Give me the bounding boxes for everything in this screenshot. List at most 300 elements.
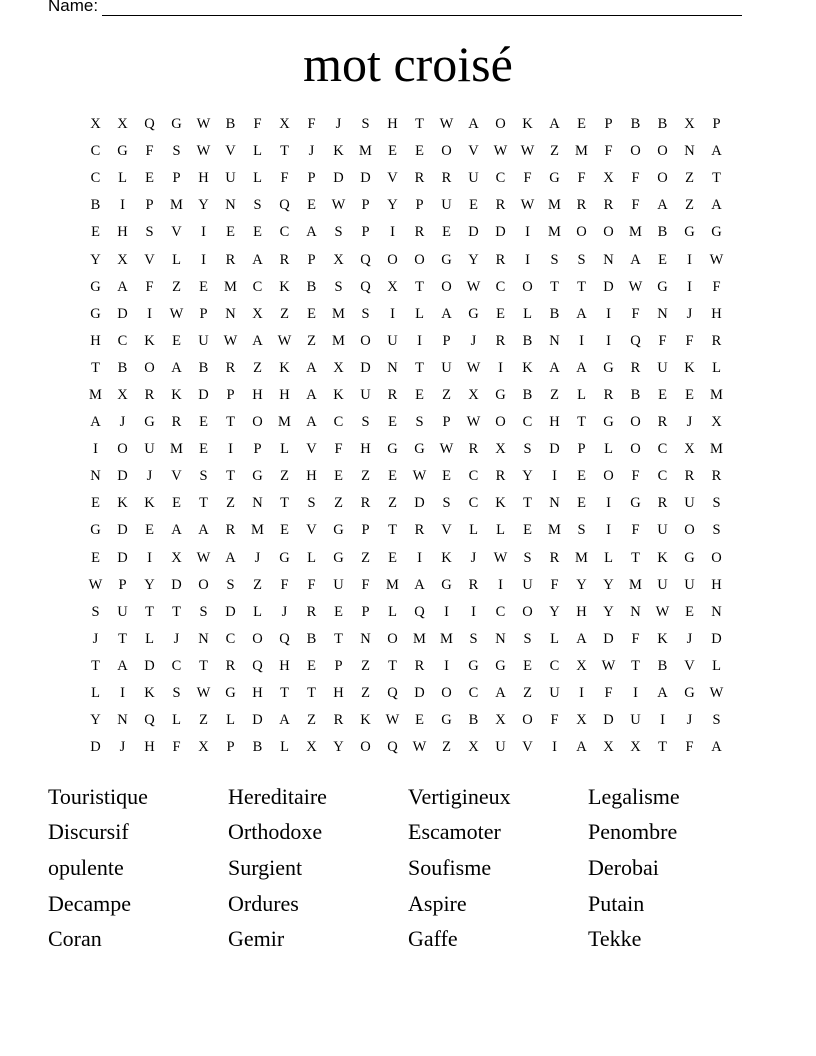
word-list-item: Discursif	[48, 819, 129, 845]
word-list-item: Putain	[588, 890, 645, 916]
grid-letter: Y	[603, 603, 614, 620]
grid-letter: T	[577, 414, 586, 431]
grid-letter: B	[468, 712, 479, 729]
grid-letter: B	[198, 359, 209, 376]
grid-letter: X	[117, 386, 128, 403]
grid-letter: Y	[90, 712, 101, 729]
grid-letter: X	[117, 251, 128, 268]
grid-letter: W	[277, 332, 292, 349]
grid-letter: F	[145, 278, 154, 295]
grid-letter: N	[90, 468, 101, 485]
word-list-item: Ordures	[228, 890, 299, 916]
grid-letter: U	[630, 712, 641, 729]
grid-letter: W	[169, 305, 184, 322]
grid-letter: I	[120, 685, 125, 702]
grid-letter: I	[93, 441, 98, 458]
grid-letter: D	[414, 685, 425, 702]
grid-letter: E	[496, 305, 505, 322]
grid-letter: M	[629, 576, 642, 593]
grid-letter: L	[496, 522, 505, 539]
grid-letter: X	[603, 739, 614, 756]
grid-letter: P	[604, 116, 613, 133]
word-list-item: Derobai	[588, 854, 659, 880]
grid-letter: X	[333, 359, 344, 376]
grid-letter: J	[686, 305, 693, 322]
grid-letter: A	[306, 224, 317, 241]
grid-letter: V	[441, 522, 452, 539]
grid-letter: A	[306, 359, 317, 376]
grid-letter: Z	[361, 468, 370, 485]
grid-letter: T	[307, 685, 316, 702]
grid-letter: N	[549, 332, 560, 349]
grid-letter: A	[279, 712, 290, 729]
grid-letter: P	[361, 603, 370, 620]
grid-letter: J	[146, 468, 153, 485]
grid-letter: O	[117, 441, 128, 458]
grid-letter: A	[252, 332, 263, 349]
grid-letter: Z	[442, 386, 451, 403]
grid-letter: O	[360, 332, 371, 349]
grid-letter: F	[307, 116, 316, 133]
grid-letter: H	[198, 170, 209, 187]
grid-letter: I	[498, 359, 503, 376]
grid-letter: G	[495, 386, 506, 403]
grid-letter: R	[630, 359, 641, 376]
grid-letter: W	[520, 143, 535, 160]
grid-letter: X	[117, 116, 128, 133]
grid-letter: R	[171, 414, 182, 431]
grid-letter: G	[387, 441, 398, 458]
grid-letter: L	[712, 657, 721, 674]
grid-letter: L	[712, 359, 721, 376]
grid-letter: Y	[522, 468, 533, 485]
grid-letter: P	[253, 441, 262, 458]
grid-letter: B	[90, 197, 101, 214]
grid-letter: S	[712, 712, 721, 729]
grid-letter: C	[657, 468, 668, 485]
grid-letter: X	[576, 712, 587, 729]
grid-letter: N	[495, 630, 506, 647]
grid-letter: M	[332, 332, 345, 349]
word-list-item: Vertigineux	[408, 783, 511, 809]
grid-letter: U	[198, 332, 209, 349]
grid-letter: E	[307, 305, 316, 322]
grid-letter: X	[252, 305, 263, 322]
grid-letter: Z	[361, 657, 370, 674]
grid-letter: A	[225, 549, 236, 566]
grid-letter: N	[360, 630, 371, 647]
grid-letter: G	[279, 549, 290, 566]
name-label: Name:	[48, 0, 99, 15]
grid-letter: G	[333, 549, 344, 566]
grid-letter: W	[493, 143, 508, 160]
grid-letter: T	[226, 414, 235, 431]
grid-letter: I	[525, 251, 530, 268]
grid-letter: Z	[253, 359, 262, 376]
grid-letter: W	[520, 197, 535, 214]
grid-letter: Y	[144, 576, 155, 593]
grid-letter: T	[550, 278, 559, 295]
grid-letter: U	[441, 359, 452, 376]
grid-letter: O	[387, 251, 398, 268]
grid-letter: L	[388, 603, 397, 620]
grid-letter: S	[712, 495, 721, 512]
grid-letter: K	[279, 278, 290, 295]
grid-letter: L	[577, 386, 586, 403]
grid-letter: G	[441, 251, 452, 268]
grid-letter: W	[466, 414, 481, 431]
grid-letter: N	[117, 712, 128, 729]
grid-letter: F	[631, 170, 640, 187]
grid-letter: Z	[361, 549, 370, 566]
grid-letter: G	[441, 576, 452, 593]
grid-letter: O	[441, 278, 452, 295]
grid-letter: E	[577, 468, 586, 485]
grid-letter: I	[444, 603, 449, 620]
grid-letter: W	[439, 441, 454, 458]
grid-letter: T	[91, 657, 100, 674]
grid-letter: S	[91, 603, 100, 620]
grid-letter: I	[579, 685, 584, 702]
grid-letter: L	[253, 143, 262, 160]
grid-letter: F	[604, 143, 613, 160]
grid-letter: D	[198, 386, 209, 403]
grid-letter: F	[631, 197, 640, 214]
grid-letter: H	[279, 657, 290, 674]
grid-letter: O	[603, 224, 614, 241]
grid-letter: M	[413, 630, 426, 647]
grid-letter: L	[91, 685, 100, 702]
grid-letter: N	[684, 143, 695, 160]
grid-letter: W	[196, 143, 211, 160]
grid-letter: F	[523, 170, 532, 187]
grid-letter: I	[417, 332, 422, 349]
grid-letter: H	[279, 386, 290, 403]
grid-letter: T	[91, 359, 100, 376]
grid-letter: N	[549, 495, 560, 512]
grid-letter: T	[523, 495, 532, 512]
grid-letter: G	[252, 468, 263, 485]
grid-letter: N	[657, 305, 668, 322]
grid-letter: A	[468, 116, 479, 133]
grid-letter: C	[333, 414, 344, 431]
grid-letter: Z	[685, 197, 694, 214]
grid-letter: G	[333, 522, 344, 539]
grid-letter: E	[523, 522, 532, 539]
grid-letter: X	[684, 441, 695, 458]
grid-letter: Z	[280, 468, 289, 485]
grid-letter: E	[172, 495, 181, 512]
grid-letter: P	[226, 739, 235, 756]
grid-letter: C	[225, 630, 236, 647]
grid-letter: J	[335, 116, 342, 133]
grid-letter: D	[225, 603, 236, 620]
grid-letter: V	[171, 224, 182, 241]
grid-letter: Q	[387, 685, 398, 702]
grid-letter: G	[144, 414, 155, 431]
grid-letter: J	[119, 739, 126, 756]
grid-letter: V	[468, 143, 479, 160]
grid-letter: W	[331, 197, 346, 214]
grid-letter: M	[548, 522, 561, 539]
grid-letter: C	[252, 278, 263, 295]
grid-letter: P	[118, 576, 127, 593]
grid-letter: Z	[307, 712, 316, 729]
grid-letter: A	[117, 657, 128, 674]
grid-letter: M	[251, 522, 264, 539]
grid-letter: T	[388, 522, 397, 539]
word-list-item: Orthodoxe	[228, 819, 323, 845]
grid-letter: H	[306, 468, 317, 485]
grid-letter: W	[196, 549, 211, 566]
grid-letter: J	[470, 332, 477, 349]
grid-letter: J	[470, 549, 477, 566]
grid-letter: J	[92, 630, 99, 647]
grid-letter: M	[170, 441, 183, 458]
grid-letter: R	[225, 359, 236, 376]
grid-letter: U	[468, 170, 479, 187]
grid-letter: Z	[361, 685, 370, 702]
grid-letter: W	[709, 685, 724, 702]
grid-letter: K	[360, 712, 371, 729]
grid-letter: H	[576, 603, 587, 620]
grid-letter: P	[226, 386, 235, 403]
grid-letter: B	[225, 116, 236, 133]
grid-letter: L	[172, 251, 181, 268]
grid-letter: K	[522, 116, 533, 133]
grid-letter: E	[172, 332, 181, 349]
grid-letter: T	[712, 170, 721, 187]
grid-letter: S	[334, 278, 343, 295]
grid-letter: W	[601, 657, 616, 674]
grid-letter: W	[412, 739, 427, 756]
word-list-item: Penombre	[588, 819, 678, 845]
grid-letter: F	[253, 116, 262, 133]
grid-letter: N	[603, 251, 614, 268]
grid-letter: D	[603, 278, 614, 295]
grid-letter: G	[468, 305, 479, 322]
grid-letter: F	[145, 143, 154, 160]
grid-letter: G	[684, 685, 695, 702]
grid-letter: X	[279, 116, 290, 133]
grid-letter: S	[469, 630, 478, 647]
grid-letter: S	[523, 549, 532, 566]
grid-letter: D	[144, 657, 155, 674]
grid-letter: G	[603, 359, 614, 376]
page-title: mot croisé	[303, 36, 513, 92]
grid-letter: D	[495, 224, 506, 241]
word-list-item: Surgient	[228, 854, 303, 880]
grid-letter: T	[415, 359, 424, 376]
grid-letter: E	[685, 386, 694, 403]
grid-letter: F	[172, 739, 181, 756]
grid-letter: K	[171, 386, 182, 403]
grid-letter: P	[361, 224, 370, 241]
grid-letter: U	[522, 576, 533, 593]
grid-letter: K	[522, 359, 533, 376]
grid-letter: O	[441, 143, 452, 160]
grid-letter: X	[684, 116, 695, 133]
grid-letter: E	[415, 386, 424, 403]
grid-letter: V	[144, 251, 155, 268]
grid-letter: U	[495, 739, 506, 756]
grid-letter: L	[415, 305, 424, 322]
grid-letter: Y	[198, 197, 209, 214]
grid-letter: U	[549, 685, 560, 702]
word-list-item: Soufisme	[408, 854, 492, 880]
grid-letter: D	[252, 712, 263, 729]
grid-letter: E	[577, 116, 586, 133]
grid-letter: I	[147, 549, 152, 566]
grid-letter: M	[629, 224, 642, 241]
grid-letter: T	[415, 116, 424, 133]
grid-letter: Z	[550, 386, 559, 403]
grid-letter: W	[628, 278, 643, 295]
grid-letter: O	[441, 685, 452, 702]
grid-letter: Q	[360, 278, 371, 295]
word-list-item: Gemir	[228, 926, 285, 952]
grid-letter: I	[606, 495, 611, 512]
grid-letter: P	[712, 116, 721, 133]
grid-letter: X	[711, 414, 722, 431]
grid-letter: K	[117, 495, 128, 512]
grid-letter: H	[90, 332, 101, 349]
grid-letter: D	[117, 305, 128, 322]
grid-letter: R	[603, 197, 614, 214]
grid-letter: A	[549, 359, 560, 376]
grid-letter: F	[685, 332, 694, 349]
grid-letter: G	[603, 414, 614, 431]
name-underline	[102, 0, 742, 16]
grid-letter: I	[579, 332, 584, 349]
grid-letter: Y	[387, 197, 398, 214]
grid-letter: E	[523, 657, 532, 674]
grid-letter: L	[280, 739, 289, 756]
grid-letter: T	[226, 468, 235, 485]
grid-letter: C	[495, 170, 506, 187]
grid-letter: A	[576, 359, 587, 376]
grid-letter: F	[658, 332, 667, 349]
grid-letter: Y	[468, 251, 479, 268]
grid-letter: G	[171, 116, 182, 133]
grid-letter: G	[90, 278, 101, 295]
word-list	[48, 779, 768, 957]
grid-letter: E	[145, 522, 154, 539]
grid-letter: G	[441, 712, 452, 729]
grid-letter: I	[201, 224, 206, 241]
grid-letter: Y	[333, 739, 344, 756]
grid-letter: R	[279, 251, 290, 268]
grid-letter: A	[306, 386, 317, 403]
grid-letter: U	[657, 576, 668, 593]
grid-letter: R	[468, 576, 479, 593]
grid-letter: P	[172, 170, 181, 187]
grid-letter: K	[333, 386, 344, 403]
grid-letter: J	[254, 549, 261, 566]
grid-letter: T	[631, 657, 640, 674]
grid-letter: U	[225, 170, 236, 187]
grid-letter: C	[468, 468, 479, 485]
grid-letter: P	[199, 305, 208, 322]
grid-letter: E	[226, 224, 235, 241]
grid-letter: J	[686, 712, 693, 729]
grid-letter: Q	[414, 603, 425, 620]
grid-letter: S	[415, 414, 424, 431]
grid-letter: I	[606, 332, 611, 349]
grid-letter: Q	[630, 332, 641, 349]
grid-letter: T	[658, 739, 667, 756]
grid-letter: G	[468, 657, 479, 674]
grid-letter: U	[684, 495, 695, 512]
grid-letter: H	[252, 386, 263, 403]
grid-letter: S	[226, 576, 235, 593]
word-list-item: Hereditaire	[228, 783, 327, 809]
grid-letter: O	[522, 603, 533, 620]
grid-letter: H	[360, 441, 371, 458]
grid-letter: O	[630, 414, 641, 431]
grid-letter: K	[684, 359, 695, 376]
grid-letter: S	[577, 522, 586, 539]
grid-letter: X	[333, 251, 344, 268]
grid-letter: O	[414, 251, 425, 268]
grid-letter: E	[388, 414, 397, 431]
grid-letter: N	[225, 197, 236, 214]
grid-letter: C	[90, 170, 101, 187]
grid-letter: E	[253, 224, 262, 241]
grid-letter: U	[441, 197, 452, 214]
grid-letter: G	[117, 143, 128, 160]
grid-letter: Z	[172, 278, 181, 295]
grid-letter: Z	[523, 685, 532, 702]
grid-letter: B	[657, 116, 668, 133]
grid-letter: B	[306, 278, 317, 295]
grid-letter: R	[711, 468, 722, 485]
grid-letter: W	[493, 549, 508, 566]
grid-letter: S	[361, 414, 370, 431]
grid-letter: F	[631, 630, 640, 647]
grid-letter: V	[171, 468, 182, 485]
grid-letter: A	[576, 630, 587, 647]
word-list-item: Tekke	[588, 926, 642, 952]
grid-letter: A	[495, 685, 506, 702]
grid-letter: N	[198, 630, 209, 647]
grid-letter: A	[576, 305, 587, 322]
grid-letter: S	[172, 685, 181, 702]
grid-letter: R	[495, 251, 506, 268]
grid-letter: A	[576, 739, 587, 756]
grid-letter: Y	[90, 251, 101, 268]
grid-letter: K	[657, 549, 668, 566]
grid-letter: E	[199, 441, 208, 458]
grid-letter: O	[576, 224, 587, 241]
grid-letter: R	[306, 603, 317, 620]
grid-letter: O	[657, 143, 668, 160]
grid-letter: R	[576, 197, 587, 214]
grid-letter: O	[495, 414, 506, 431]
grid-letter: A	[657, 685, 668, 702]
grid-letter: S	[361, 305, 370, 322]
grid-letter: O	[387, 630, 398, 647]
grid-letter: H	[711, 576, 722, 593]
grid-letter: O	[252, 630, 263, 647]
grid-letter: G	[630, 495, 641, 512]
grid-letter: B	[549, 305, 560, 322]
grid-letter: J	[119, 414, 126, 431]
grid-letter: K	[144, 495, 155, 512]
grid-letter: C	[495, 278, 506, 295]
grid-letter: K	[144, 685, 155, 702]
grid-letter: E	[91, 495, 100, 512]
